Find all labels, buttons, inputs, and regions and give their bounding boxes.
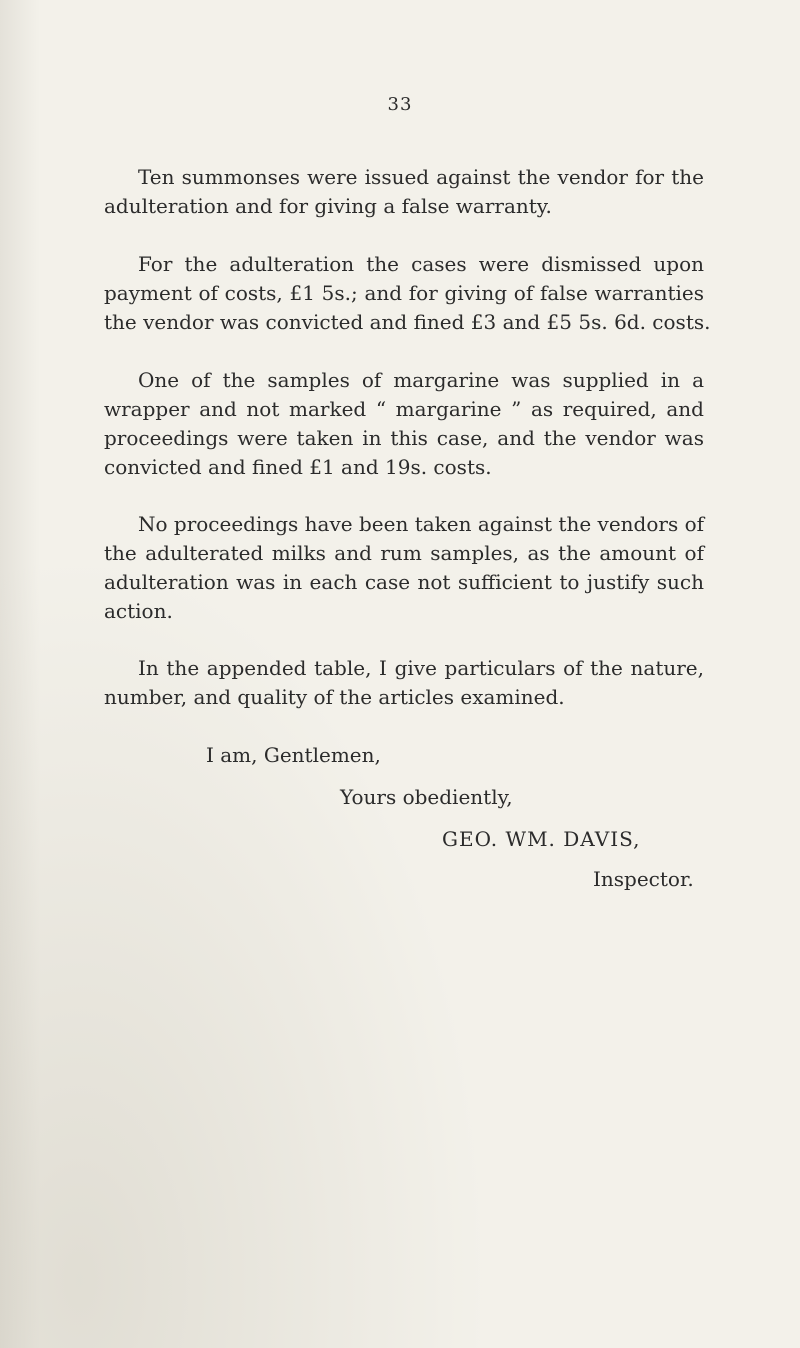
text-line: payment of costs, £1 5s.; and for giving of false warranties <box>104 281 704 305</box>
text-line: For the adulteration the cases were dismissed upon <box>138 252 704 276</box>
paragraph-margarine <box>104 366 704 482</box>
text-line: action. <box>104 599 173 623</box>
text-line: number, and quality of the articles examined. <box>104 685 565 709</box>
paragraph-appended-table <box>104 654 704 712</box>
paragraph-adulteration-cases <box>104 250 711 337</box>
salutation: I am, Gentlemen, <box>206 743 381 767</box>
paragraph-summonses <box>104 163 704 221</box>
text-line: adulteration was in each case not sufficient to justify such <box>104 570 704 594</box>
text-line: wrapper and not marked “ margarine ” as required, and <box>104 397 704 421</box>
paragraph-no-proceedings <box>104 510 704 626</box>
text-line: the adulterated milks and rum samples, as the amount of <box>104 541 704 565</box>
signatory-name: GEO. WM. DAVIS, <box>442 827 641 851</box>
valediction: Yours obediently, <box>340 785 513 809</box>
text-line: Ten summonses were issued against the vendor for the <box>138 165 704 189</box>
text-line: convicted and fined £1 and 19s. costs. <box>104 455 492 479</box>
page-number: 33 <box>387 94 413 115</box>
text-line: adulteration and for giving a false warranty. <box>104 194 552 218</box>
text-line: No proceedings have been taken against the vendors of <box>138 512 705 536</box>
text-line: proceedings were taken in this case, and the vendor was <box>104 426 704 450</box>
signatory-title: Inspector. <box>593 867 694 891</box>
text-line: the vendor was convicted and fined £3 and £5 5s. 6d. costs. <box>104 310 711 334</box>
text-line: One of the samples of margarine was supplied in a <box>138 368 704 392</box>
text-line: In the appended table, I give particulars of the nature, <box>138 656 704 680</box>
